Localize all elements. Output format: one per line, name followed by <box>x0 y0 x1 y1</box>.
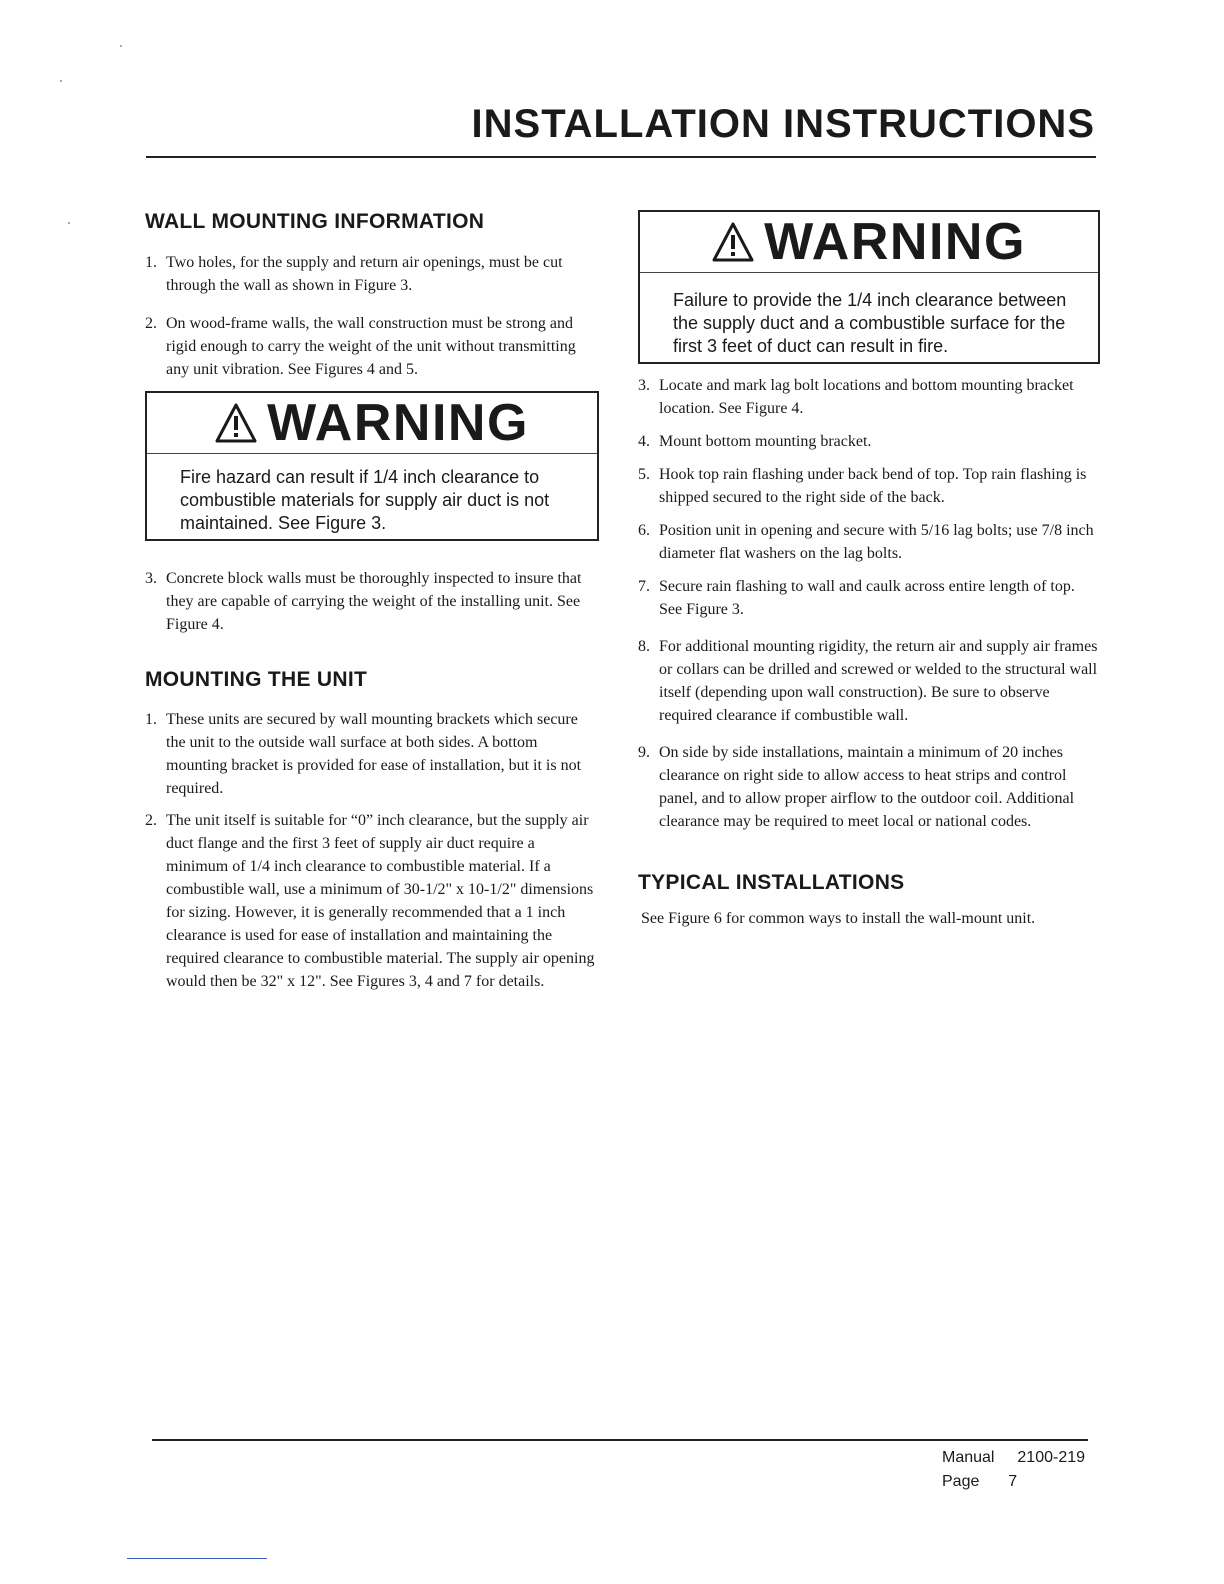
list-item <box>638 430 1098 453</box>
scan-speck <box>68 222 70 224</box>
warning-title: WARNING <box>764 213 1026 271</box>
list-item <box>638 519 1098 565</box>
item-text: Two holes, for the supply and return air openings, must be cut through the wall as shown in Figure 3. <box>166 254 563 294</box>
left-column <box>145 208 600 993</box>
page-number: 7 <box>1008 1473 1018 1490</box>
item-number: 3. <box>145 570 157 587</box>
warning-text: Fire hazard can result if 1/4 inch clearance to combustible materials for supply air duct is not maintained. See Figure 3. <box>180 467 550 533</box>
scan-speck <box>120 45 122 47</box>
item-text: Concrete block walls must be thoroughly inspected to insure that they are capable of carrying the weight of the installing unit. See Figure 4. <box>166 570 582 633</box>
warning-triangle-icon <box>215 403 257 443</box>
item-text: On side by side installations, maintain a minimum of 20 inches clearance on right side to allow access to heat strips and control panel, and to allow proper airflow to the outdoor coil. Additional clearance may be required to meet local or national codes. <box>659 744 1075 830</box>
item-text: These units are secured by wall mounting brackets which secure the unit to the outside wall surface at both sides. A bottom mounting bracket is provided for ease of installation, but it is not required. <box>166 711 582 797</box>
page-title: INSTALLATION INSTRUCTIONS <box>471 102 1095 146</box>
item-number: 1. <box>145 711 157 728</box>
manual-number: 2100-219 <box>1017 1449 1086 1466</box>
warning-header <box>147 393 597 454</box>
page-footer <box>942 1446 1085 1494</box>
mounting-unit-list-continued <box>638 374 1098 833</box>
page-label: Page <box>942 1473 980 1490</box>
list-item <box>145 567 600 636</box>
right-column <box>638 210 1098 930</box>
manual-label: Manual <box>942 1449 995 1466</box>
item-number: 3. <box>638 377 650 394</box>
wall-mounting-list-continued <box>145 567 600 636</box>
item-text: Position unit in opening and secure with 5/16 lag bolts; use 7/8 inch diameter flat washers on the lag bolts. <box>659 522 1094 562</box>
wall-mounting-heading: WALL MOUNTING INFORMATION <box>145 210 485 233</box>
item-number: 2. <box>145 315 157 332</box>
item-text: Secure rain flashing to wall and caulk across entire length of top. See Figure 3. <box>659 578 1075 618</box>
warning-title: WARNING <box>267 394 529 452</box>
manual-number-row <box>942 1446 1085 1470</box>
scan-artifact-line <box>127 1558 267 1559</box>
warning-box-clearance <box>638 210 1100 364</box>
item-text: Hook top rain flashing under back bend of top. Top rain flashing is shipped secured to the right side of the back. <box>659 466 1087 506</box>
list-item <box>638 463 1098 509</box>
list-item <box>145 809 600 993</box>
item-text: The unit itself is suitable for “0” inch clearance, but the supply air duct flange and the first 3 feet of supply air duct require a minimum of 1/4 inch clearance to combustible material. If a combustible wall, use a minimum of 30-1/2" x 10-1/2" dimensions for sizing. However, it is generally recommended that a 1 inch clearance is used for ease of installation and maintaining the required clearance to combustible material. The supply air opening would then be 32" x 12". See Figures 3, 4 and 7 for details. <box>166 812 595 990</box>
list-item <box>145 312 600 381</box>
list-item <box>145 251 600 297</box>
page-number-row <box>942 1470 1085 1494</box>
item-number: 8. <box>638 638 650 655</box>
list-item <box>638 741 1098 833</box>
typical-installations-text: See Figure 6 for common ways to install the wall-mount unit. <box>641 910 1036 927</box>
item-text: Locate and mark lag bolt locations and bottom mounting bracket location. See Figure 4. <box>659 377 1074 417</box>
footer-rule <box>152 1439 1088 1441</box>
item-text: On wood-frame walls, the wall construction must be strong and rigid enough to carry the weight of the unit without transmitting any unit vibration. See Figures 4 and 5. <box>166 315 576 378</box>
mounting-unit-heading: MOUNTING THE UNIT <box>145 668 368 691</box>
list-item <box>145 708 600 800</box>
item-number: 1. <box>145 254 157 271</box>
list-item <box>638 635 1098 727</box>
item-text: Mount bottom mounting bracket. <box>659 433 872 450</box>
typical-installations-heading: TYPICAL INSTALLATIONS <box>638 871 905 894</box>
item-number: 5. <box>638 466 650 483</box>
warning-header <box>640 212 1098 273</box>
mounting-unit-list <box>145 708 600 993</box>
item-number: 7. <box>638 578 650 595</box>
list-item <box>638 374 1098 420</box>
warning-triangle-icon <box>712 222 754 262</box>
item-number: 6. <box>638 522 650 539</box>
item-number: 9. <box>638 744 650 761</box>
item-number: 2. <box>145 812 157 829</box>
wall-mounting-list <box>145 251 600 381</box>
title-rule <box>146 156 1096 158</box>
list-item <box>638 575 1098 621</box>
warning-box-fire-hazard <box>145 391 599 541</box>
scan-speck <box>60 80 62 82</box>
warning-text: Failure to provide the 1/4 inch clearance between the supply duct and a combustible surface for the first 3 feet of duct can result in fire. <box>673 290 1067 356</box>
item-number: 4. <box>638 433 650 450</box>
item-text: For additional mounting rigidity, the return air and supply air frames or collars can be drilled and screwed or welded to the structural wall itself (depending upon wall construction). Be sure to observe required clearance if combustible wall. <box>659 638 1098 724</box>
